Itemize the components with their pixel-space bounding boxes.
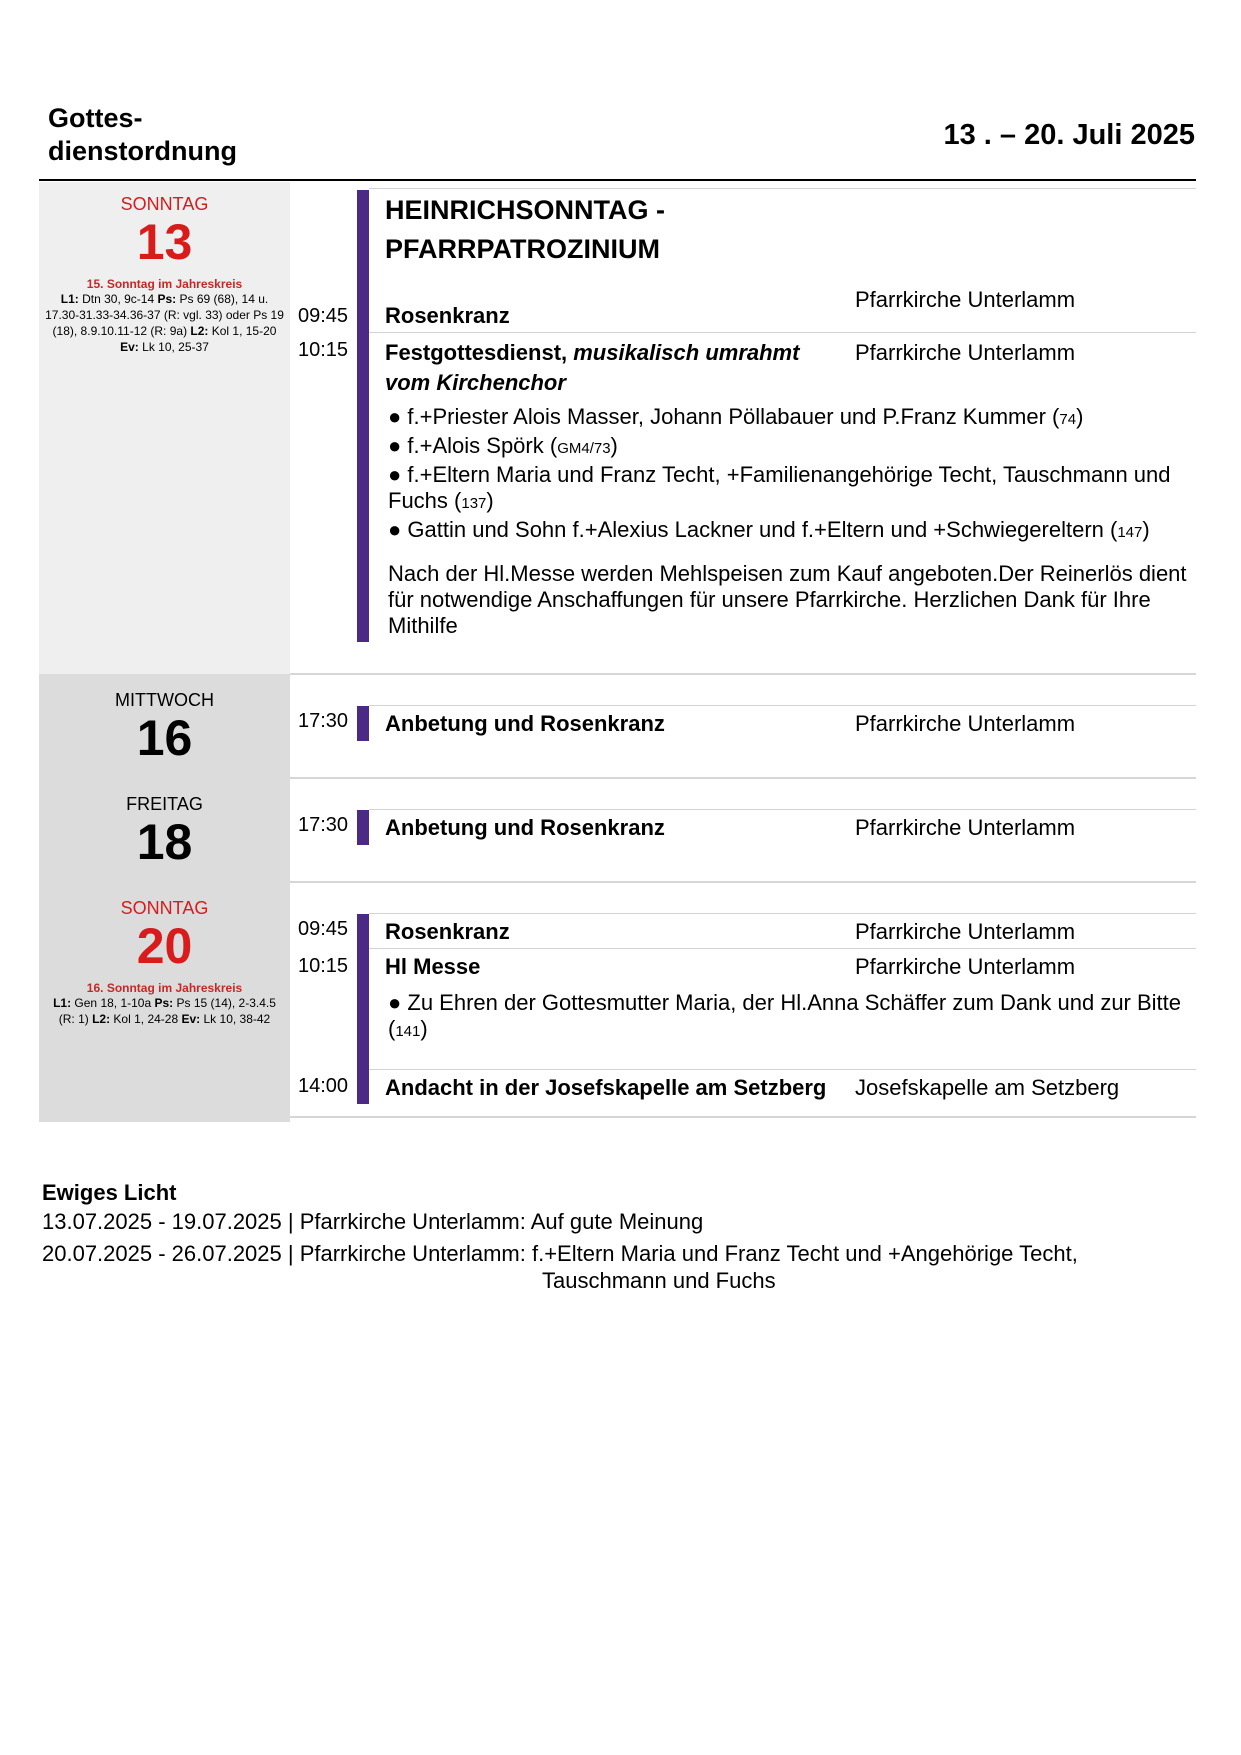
readings [39,291,290,355]
event-time: 09:45 [298,918,349,940]
row-divider [369,1069,1196,1070]
intention-item: ● Zu Ehren der Gottesmutter Maria, der Hl.Anna Schäffer zum Dank und zur Bitte (141) [388,990,1182,1041]
header-divider [39,179,1196,181]
row-divider [369,705,1196,706]
feast-title-line-2: PFARRPATROZINIUM [385,234,660,264]
event-title-note: vom Kirchenchor [385,370,566,395]
event-location: Pfarrkirche Unterlamm [855,340,1076,365]
event-location: Pfarrkirche Unterlamm [855,287,1076,312]
weekday-label: MITTWOCH [115,690,214,710]
row-divider [369,332,1196,333]
event-title-note: musikalisch umrahmt [573,340,800,365]
event-title [385,338,825,398]
event-bar [357,914,369,1104]
reading-text: Lk 10, 25-37 [138,340,209,354]
day-separator [290,1116,1196,1118]
event-bar [357,190,369,642]
event-title: Andacht in der Josefskapelle am Setzberg [385,1075,827,1100]
row-divider [369,948,1196,949]
reading-label: Ev: [120,340,139,354]
event-location: Josefskapelle am Setzberg [855,1075,1120,1100]
ewiges-licht-heading: Ewiges Licht [42,1180,177,1205]
readings [39,995,290,1027]
day-18 [39,794,290,869]
sunday-name: 16. Sonntag im Jahreskreis [86,981,243,995]
reading-text: Ps 15 (14), 2-3.4.5 (R: 1) [58,996,276,1026]
event-location: Pfarrkirche Unterlamm [855,919,1076,944]
event-title: Hl Messe [385,954,481,979]
reading-label: L1: [60,292,79,306]
event-time: 10:15 [298,339,349,361]
day-13 [39,194,290,355]
title-line-1: Gottes- [48,103,143,133]
reading-text: Lk 10, 38-42 [200,1012,271,1026]
day-separator [290,777,1196,779]
feast-title-line-1: HEINRICHSONNTAG - [385,195,665,225]
weekday-label: SONNTAG [120,194,209,214]
feast-title [385,191,665,269]
event-title: Rosenkranz [385,919,510,944]
event-title-main: Festgottesdienst, [385,340,574,365]
reading-label: L1: [53,996,72,1010]
event-bar [357,706,369,741]
ewiges-licht-entry: 20.07.2025 - 26.07.2025 | Pfarrkirche Unterlamm: f.+Eltern Maria und Franz Techt und +Angehörige Techt, [42,1241,1078,1266]
event-location: Pfarrkirche Unterlamm [855,711,1076,736]
day-16 [39,690,290,765]
weekday-label: SONNTAG [120,898,209,918]
ewiges-licht-entry-cont: Tauschmann und Fuchs [542,1268,776,1293]
intention-item: ● f.+Alois Spörk (GM4/73) [388,433,618,458]
day-number: 18 [136,814,193,870]
day-separator [290,881,1196,883]
intention-item: ● Gattin und Sohn f.+Alexius Lackner und f.+Eltern und +Schwiegereltern (147) [388,517,1150,542]
mass-intentions [388,404,1198,546]
reading-label: Ps: [154,996,174,1010]
event-title: Anbetung und Rosenkranz [385,815,665,840]
event-time: 17:30 [298,710,349,732]
page-title [48,102,237,168]
event-time: 14:00 [298,1075,349,1097]
reading-text: Dtn 30, 9c-14 [78,292,158,306]
weekday-label: FREITAG [126,794,203,814]
day-separator [290,673,1196,675]
row-divider [369,809,1196,810]
row-divider [369,188,1196,189]
day-number: 13 [136,214,193,270]
event-title: Rosenkranz [385,303,510,328]
event-location: Pfarrkirche Unterlamm [855,815,1076,840]
date-range: 13 . – 20. Juli 2025 [943,119,1195,151]
reading-text: Ps 69 (68), 14 u. 17.30-31.33-34.36-37 (R: vgl. 33) oder Ps 19 (18), 8.9.10.11-12 (R: 9a) [45,292,284,338]
reading-text: Gen 18, 1-10a [71,996,155,1010]
ewiges-licht-entry: 13.07.2025 - 19.07.2025 | Pfarrkirche Unterlamm: Auf gute Meinung [42,1209,704,1234]
title-line-2: dienstordnung [48,136,237,166]
day-number: 16 [136,710,193,766]
row-divider [369,913,1196,914]
event-note: Nach der Hl.Messe werden Mehlspeisen zum Kauf angeboten.Der Reinerlös dient für notwendige Anschaffungen für unsere Pfarrkirche. Herzlichen Dank für Ihre Mithilfe [388,561,1187,638]
event-time: 17:30 [298,814,349,836]
day-number: 20 [136,918,193,974]
reading-text: Kol 1, 24-28 [110,1012,182,1026]
reading-label: Ps: [157,292,177,306]
mass-intentions [388,990,1198,1045]
day-20 [39,898,290,1027]
reading-label: L2: [190,324,209,338]
reading-text: Kol 1, 15-20 [208,324,277,338]
reading-label: Ev: [181,1012,201,1026]
event-bar [357,810,369,845]
reading-label: L2: [92,1012,111,1026]
intention-item: ● f.+Eltern Maria und Franz Techt, +Familienangehörige Techt, Tauschmann und Fuchs (137) [388,462,1171,513]
event-title: Anbetung und Rosenkranz [385,711,665,736]
sunday-name: 15. Sonntag im Jahreskreis [86,277,243,291]
intention-item: ● f.+Priester Alois Masser, Johann Pöllabauer und P.Franz Kummer (74) [388,404,1084,429]
event-time: 09:45 [298,305,349,327]
event-location: Pfarrkirche Unterlamm [855,954,1076,979]
event-time: 10:15 [298,955,349,977]
